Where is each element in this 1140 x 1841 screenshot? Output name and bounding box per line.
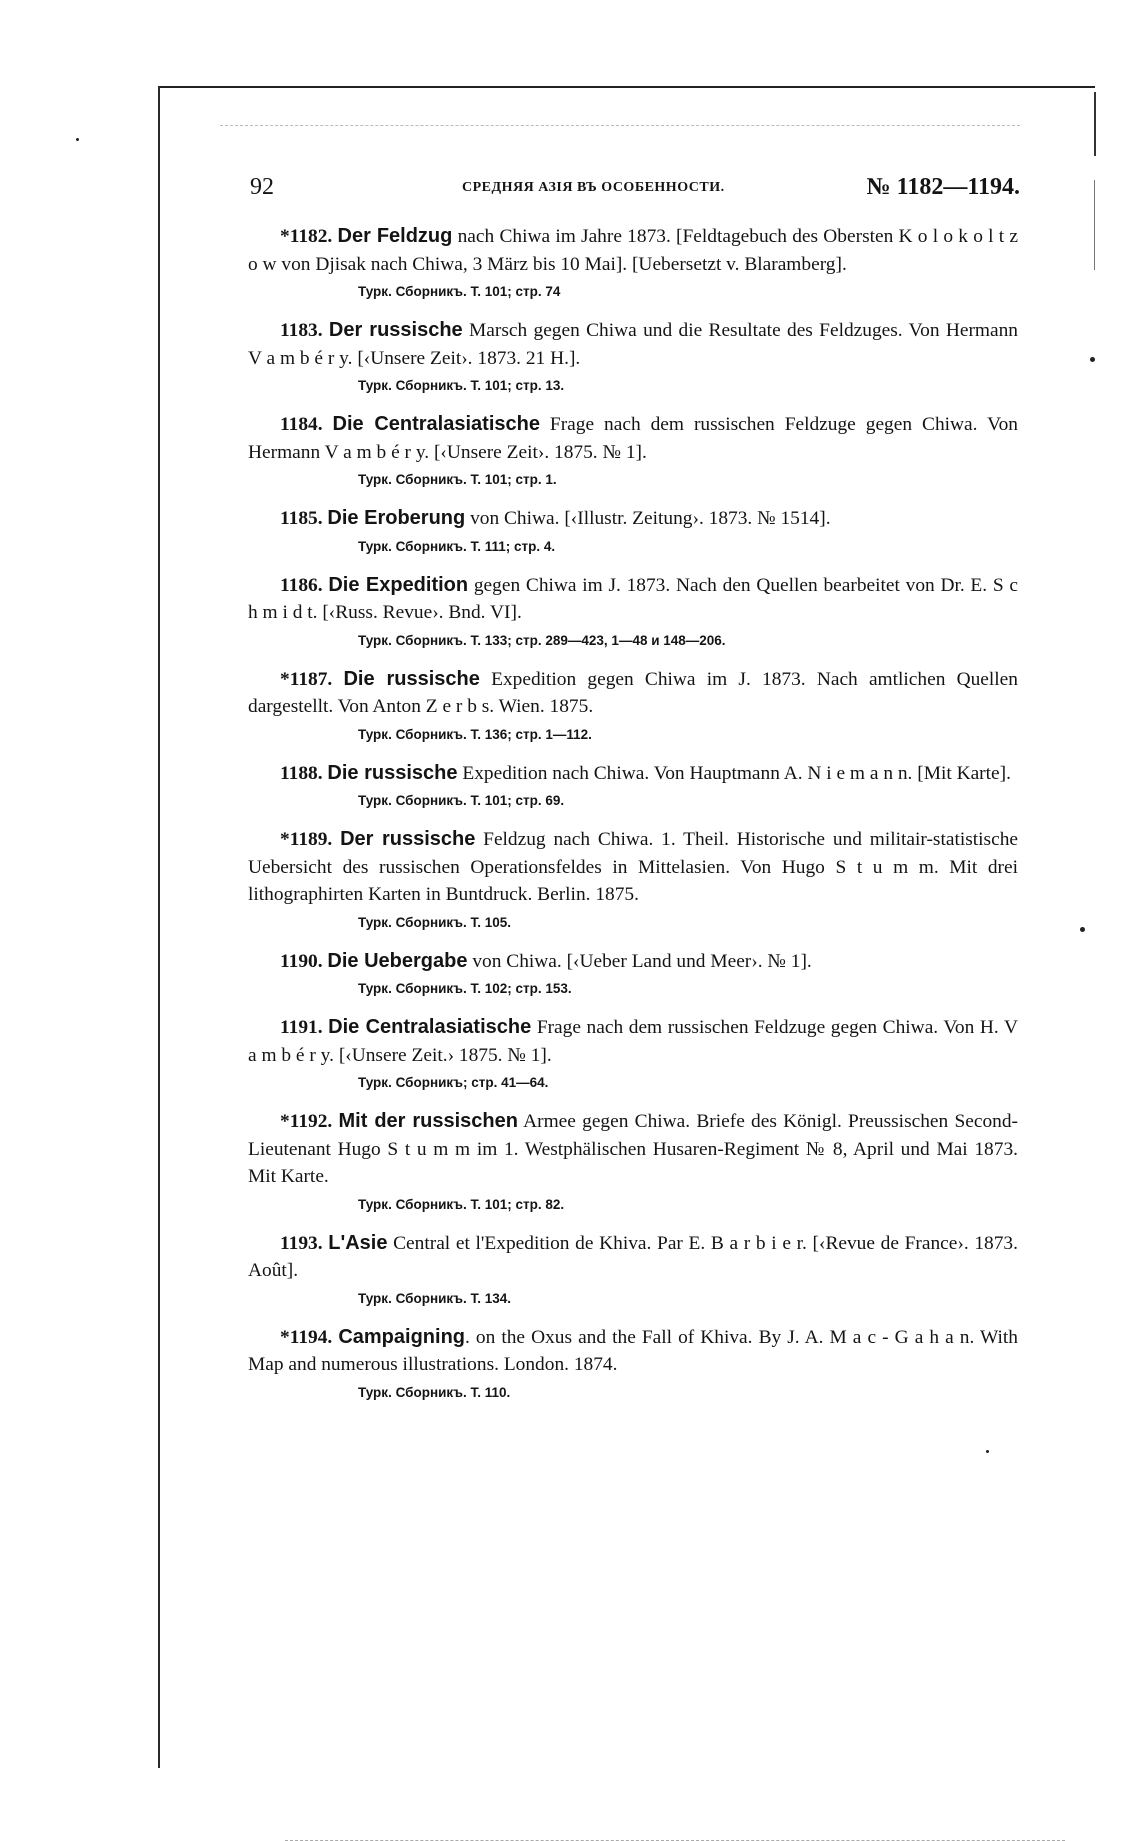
entry-1187: [248, 666, 1018, 746]
entry-heading: Der russische: [328, 319, 463, 341]
entry-number: *1194.: [280, 1326, 333, 1348]
entry-1190: [248, 948, 1018, 1001]
entry-number: 1183.: [280, 320, 323, 341]
entry-heading: L'Asie: [328, 1231, 388, 1254]
running-title: СРЕДНЯЯ АЗІЯ ВЪ ОСОБЕННОСТИ.: [462, 180, 725, 195]
entry-1188: [248, 760, 1018, 813]
entry-number: *1182.: [280, 226, 333, 247]
entry-text: Expedition nach Chiwa. Von Hauptmann A. N i e m a n n. [Mit Karte].: [457, 762, 1011, 784]
entry-1186: [248, 572, 1018, 652]
entry-reference: Турк. Сборникъ. Т. 101; стр. 13.: [358, 378, 565, 393]
entry-heading: Die Expedition: [328, 573, 469, 596]
entry-reference: Турк. Сборникъ. Т. 101; стр. 82.: [358, 1196, 565, 1212]
entry-number: *1187.: [280, 668, 333, 690]
entry-range: № 1182—1194.: [866, 174, 1020, 200]
entry-text: nach Chiwa im Jahre 1873. [Feldtagebuch des Obersten K o l o k o l t z o w von Djisak nach Chiwa, 3 März bis 10 Mai]. [Uebersetzt v. Blaramberg].: [248, 226, 1019, 275]
frame-right-rule: [1094, 92, 1096, 156]
entry-1189: [248, 826, 1018, 934]
entry-heading: Der Feldzug: [337, 225, 453, 247]
entry-text: von Chiwa. [‹Ueber Land und Meer›. № 1].: [467, 950, 812, 972]
entry-reference: Турк. Сборникъ. Т. 101; стр. 74: [358, 284, 561, 299]
entry-reference: Турк. Сборникъ. Т. 110.: [358, 1384, 511, 1400]
entry-number: 1193.: [280, 1232, 323, 1254]
entry-number: 1191.: [280, 1017, 323, 1038]
entry-reference: Турк. Сборникъ. Т. 101; стр. 1.: [358, 472, 557, 487]
entry-number: 1185.: [280, 508, 323, 529]
entry-number: 1188.: [280, 762, 323, 784]
entry-reference: Турк. Сборникъ. Т. 105.: [358, 914, 512, 930]
frame-right-rule-lower: [1094, 180, 1095, 270]
entry-heading: Die russische: [327, 761, 458, 784]
entry-1192: [248, 1108, 1018, 1216]
entry-number: 1190.: [280, 950, 323, 972]
entry-text: Central et l'Expedition de Khiva. Par E. B a r b i e r. [‹Revue de France›. 1873. Août].: [248, 1232, 1018, 1281]
entry-1193: [248, 1230, 1018, 1310]
frame-left-rule: [158, 86, 160, 1768]
entry-number: *1192.: [280, 1111, 333, 1132]
frame-top-rule: [158, 86, 1095, 88]
entry-heading: Mit der russischen: [338, 1110, 518, 1132]
entry-text: Frage nach dem russischen Feldzuge gegen Chiwa. Von Hermann V a m b é r y. [‹Unsere Zeit›. 1875. № 1].: [248, 414, 1018, 463]
entry-reference: Турк. Сборникъ. Т. 133; стр. 289—423, 1—48 и 148—206.: [358, 632, 726, 648]
entry-reference: Турк. Сборникъ. Т. 134.: [358, 1290, 512, 1306]
scan-speck: [986, 1450, 989, 1453]
entry-1194: [248, 1324, 1018, 1404]
entry-reference: Турк. Сборникъ. Т. 102; стр. 153.: [358, 981, 572, 996]
entry-1184: [248, 411, 1018, 491]
entry-number: 1184.: [280, 414, 323, 435]
entry-reference: Турк. Сборникъ. Т. 111; стр. 4.: [358, 538, 556, 554]
entry-text: Feldzug nach Chiwa. 1. Theil. Historische und militair-statistische Uebersicht des russischen Operationsfeldes in Mittelasien. Von Hugo S t u m m. Mit drei lithographirten Karten in Buntdruck. Berlin. 1875.: [248, 829, 1018, 905]
entry-heading: Die Uebergabe: [327, 949, 468, 972]
entry-reference: Турк. Сборникъ; стр. 41—64.: [358, 1075, 549, 1090]
bibliography-list: [248, 223, 1018, 1418]
entry-text: von Chiwa. [‹Illustr. Zeitung›. 1873. № 1514].: [465, 508, 831, 529]
entry-1185: [248, 505, 1018, 558]
entry-text: Expedition gegen Chiwa im J. 1873. Nach amtlichen Quellen dargestellt. Von Anton Z e r b s. Wien. 1875.: [248, 668, 1018, 717]
entry-text: . on the Oxus and the Fall of Khiva. By J. A. M a c - G a h a n. With Map and numerous illustrations. London. 1874.: [248, 1326, 1018, 1375]
entry-1183: [248, 317, 1018, 397]
entry-number: 1186.: [280, 574, 323, 596]
entry-heading: Die russische: [343, 667, 480, 690]
entry-text: Marsch gegen Chiwa und die Resultate des Feldzuges. Von Hermann V a m b é r y. [‹Unsere Zeit›. 1873. 21 H.].: [248, 320, 1018, 369]
entry-heading: Die Eroberung: [327, 507, 466, 529]
entry-reference: Турк. Сборникъ. Т. 101; стр. 69.: [358, 793, 565, 808]
frame-dashed-rule: [220, 125, 1020, 126]
entry-number: *1189.: [280, 829, 333, 850]
scan-speck: [1080, 927, 1085, 932]
entry-reference: Турк. Сборникъ. Т. 136; стр. 1—112.: [358, 726, 592, 742]
entry-1182: [248, 223, 1018, 303]
scan-speck: [76, 138, 79, 141]
entry-heading: Campaigning: [338, 1325, 465, 1348]
entry-heading: Die Centralasiatische: [332, 413, 540, 435]
entry-heading: Der russische: [340, 828, 476, 850]
scan-speck: [1090, 357, 1095, 362]
entry-text: Armee gegen Chiwa. Briefe des Königl. Preussischen Second-Lieutenant Hugo S t u m m im 1. Westphälischen Husaren-Regiment № 8, April und Mai 1873. Mit Karte.: [248, 1111, 1018, 1187]
entry-text: gegen Chiwa im J. 1873. Nach den Quellen bearbeitet von Dr. E. S c h m i d t. [‹Russ. Revue›. Bnd. VI].: [248, 574, 1018, 623]
entry-heading: Die Centralasiatische: [328, 1016, 532, 1038]
entry-text: Frage nach dem russischen Feldzuge gegen Chiwa. Von H. V a m b é r y. [‹Unsere Zeit.› 1875. № 1].: [248, 1017, 1018, 1066]
page-header: [250, 174, 1020, 208]
entry-1191: [248, 1014, 1018, 1094]
page-number: 92: [250, 174, 274, 200]
